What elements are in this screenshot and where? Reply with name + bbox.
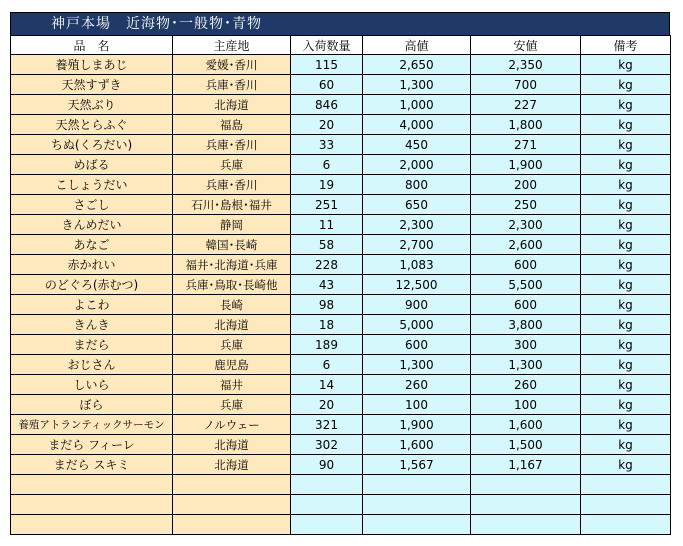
cell-name: のどぐろ(赤むつ) <box>11 275 173 295</box>
cell-high: 650 <box>363 195 471 215</box>
table-row <box>11 195 671 215</box>
cell-qty: 58 <box>291 235 363 255</box>
cell-qty <box>291 475 363 495</box>
cell-low <box>471 475 581 495</box>
cell-high <box>363 515 471 535</box>
cell-origin: 北海道 <box>173 95 291 115</box>
cell-high: 800 <box>363 175 471 195</box>
cell-origin: ノルウェー <box>173 415 291 435</box>
cell-low: 1,167 <box>471 455 581 475</box>
cell-low: 3,800 <box>471 315 581 335</box>
cell-name: まだら スキミ <box>11 455 173 475</box>
cell-name: 養殖アトランティックサーモン <box>11 415 173 435</box>
cell-high: 1,083 <box>363 255 471 275</box>
cell-qty: 90 <box>291 455 363 475</box>
cell-qty: 11 <box>291 215 363 235</box>
cell-low: 1,900 <box>471 155 581 175</box>
cell-origin: 兵庫 <box>173 335 291 355</box>
cell-qty: 20 <box>291 395 363 415</box>
cell-unit: kg <box>581 415 671 435</box>
cell-low: 271 <box>471 135 581 155</box>
cell-high: 4,000 <box>363 115 471 135</box>
table-row <box>11 455 671 475</box>
cell-low: 2,600 <box>471 235 581 255</box>
cell-origin: 兵庫 <box>173 155 291 175</box>
header-high: 高値 <box>363 36 471 55</box>
header-low: 安値 <box>471 36 581 55</box>
table-row <box>11 55 671 75</box>
cell-qty: 251 <box>291 195 363 215</box>
cell-unit: kg <box>581 335 671 355</box>
cell-low <box>471 495 581 515</box>
cell-unit: kg <box>581 455 671 475</box>
table-row <box>11 495 671 515</box>
header-origin: 主産地 <box>173 36 291 55</box>
table-row <box>11 75 671 95</box>
header-note: 備考 <box>581 36 671 55</box>
cell-unit: kg <box>581 295 671 315</box>
cell-qty: 33 <box>291 135 363 155</box>
cell-origin: 静岡 <box>173 215 291 235</box>
table-row <box>11 475 671 495</box>
table-row <box>11 115 671 135</box>
table-row <box>11 295 671 315</box>
cell-qty: 189 <box>291 335 363 355</box>
cell-low: 5,500 <box>471 275 581 295</box>
table-row <box>11 235 671 255</box>
cell-origin: 鹿児島 <box>173 355 291 375</box>
cell-name: きんき <box>11 315 173 335</box>
cell-unit: kg <box>581 195 671 215</box>
cell-name: 天然すずき <box>11 75 173 95</box>
cell-name: ぼら <box>11 395 173 415</box>
cell-unit: kg <box>581 115 671 135</box>
cell-origin: 兵庫 <box>173 395 291 415</box>
cell-high: 1,300 <box>363 75 471 95</box>
table-body <box>11 55 671 535</box>
cell-origin: 石川･島根･福井 <box>173 195 291 215</box>
cell-qty: 115 <box>291 55 363 75</box>
cell-unit: kg <box>581 315 671 335</box>
cell-low: 200 <box>471 175 581 195</box>
cell-name: まだら <box>11 335 173 355</box>
cell-qty: 228 <box>291 255 363 275</box>
table-row <box>11 355 671 375</box>
cell-high: 1,600 <box>363 435 471 455</box>
cell-name: あなご <box>11 235 173 255</box>
header-name: 品 名 <box>11 36 173 55</box>
table-row <box>11 275 671 295</box>
table-row <box>11 215 671 235</box>
cell-qty: 19 <box>291 175 363 195</box>
table-row <box>11 155 671 175</box>
cell-low: 2,350 <box>471 55 581 75</box>
cell-name: さごし <box>11 195 173 215</box>
cell-origin <box>173 495 291 515</box>
cell-origin: 福井･北海道･兵庫 <box>173 255 291 275</box>
cell-qty: 302 <box>291 435 363 455</box>
cell-unit: kg <box>581 435 671 455</box>
cell-unit <box>581 475 671 495</box>
cell-origin: 北海道 <box>173 315 291 335</box>
cell-origin: 兵庫･香川 <box>173 175 291 195</box>
cell-low: 600 <box>471 255 581 275</box>
cell-high: 100 <box>363 395 471 415</box>
cell-unit: kg <box>581 75 671 95</box>
cell-name <box>11 475 173 495</box>
cell-origin: 北海道 <box>173 455 291 475</box>
cell-low: 300 <box>471 335 581 355</box>
table-row <box>11 395 671 415</box>
cell-qty <box>291 515 363 535</box>
cell-unit: kg <box>581 275 671 295</box>
cell-name <box>11 495 173 515</box>
cell-unit: kg <box>581 155 671 175</box>
cell-high: 2,650 <box>363 55 471 75</box>
cell-high: 2,300 <box>363 215 471 235</box>
cell-low: 1,500 <box>471 435 581 455</box>
price-table <box>10 35 671 535</box>
header-qty: 入荷数量 <box>291 36 363 55</box>
cell-high: 5,000 <box>363 315 471 335</box>
cell-unit: kg <box>581 375 671 395</box>
cell-name: しいら <box>11 375 173 395</box>
cell-unit: kg <box>581 355 671 375</box>
cell-origin <box>173 515 291 535</box>
cell-origin: 愛媛･香川 <box>173 55 291 75</box>
cell-qty: 846 <box>291 95 363 115</box>
cell-high: 1,900 <box>363 415 471 435</box>
cell-low: 250 <box>471 195 581 215</box>
table-row <box>11 515 671 535</box>
cell-low: 2,300 <box>471 215 581 235</box>
cell-unit: kg <box>581 215 671 235</box>
sheet-title: 神戸本場 近海物･一般物･青物 <box>10 12 670 35</box>
cell-name: きんめだい <box>11 215 173 235</box>
cell-high: 1,567 <box>363 455 471 475</box>
cell-name: よこわ <box>11 295 173 315</box>
cell-qty: 20 <box>291 115 363 135</box>
cell-qty <box>291 495 363 515</box>
cell-low: 100 <box>471 395 581 415</box>
cell-unit: kg <box>581 395 671 415</box>
cell-low: 700 <box>471 75 581 95</box>
cell-low: 1,600 <box>471 415 581 435</box>
cell-name: 養殖しまあじ <box>11 55 173 75</box>
cell-name <box>11 515 173 535</box>
cell-name: おじさん <box>11 355 173 375</box>
cell-high: 1,000 <box>363 95 471 115</box>
header-row <box>11 36 671 55</box>
cell-high: 900 <box>363 295 471 315</box>
cell-low: 1,800 <box>471 115 581 135</box>
cell-qty: 14 <box>291 375 363 395</box>
price-sheet <box>10 12 670 535</box>
cell-low: 600 <box>471 295 581 315</box>
cell-qty: 321 <box>291 415 363 435</box>
cell-high: 600 <box>363 335 471 355</box>
cell-high: 2,000 <box>363 155 471 175</box>
cell-unit: kg <box>581 255 671 275</box>
cell-name: 天然ぶり <box>11 95 173 115</box>
cell-origin <box>173 475 291 495</box>
table-row <box>11 95 671 115</box>
cell-origin: 兵庫･鳥取･長崎他 <box>173 275 291 295</box>
cell-qty: 43 <box>291 275 363 295</box>
cell-qty: 60 <box>291 75 363 95</box>
cell-high <box>363 475 471 495</box>
cell-origin: 韓国･長崎 <box>173 235 291 255</box>
cell-low: 260 <box>471 375 581 395</box>
cell-high: 12,500 <box>363 275 471 295</box>
cell-origin: 福井 <box>173 375 291 395</box>
table-row <box>11 335 671 355</box>
table-row <box>11 435 671 455</box>
cell-high: 2,700 <box>363 235 471 255</box>
cell-origin: 長崎 <box>173 295 291 315</box>
cell-name: めばる <box>11 155 173 175</box>
cell-unit: kg <box>581 175 671 195</box>
cell-high: 1,300 <box>363 355 471 375</box>
cell-qty: 6 <box>291 155 363 175</box>
cell-unit: kg <box>581 95 671 115</box>
cell-unit: kg <box>581 55 671 75</box>
cell-name: まだら フィーレ <box>11 435 173 455</box>
cell-high: 260 <box>363 375 471 395</box>
table-row <box>11 415 671 435</box>
cell-name: こしょうだい <box>11 175 173 195</box>
table-row <box>11 375 671 395</box>
cell-qty: 98 <box>291 295 363 315</box>
cell-name: ちぬ(くろだい) <box>11 135 173 155</box>
cell-origin: 兵庫･香川 <box>173 135 291 155</box>
cell-origin: 北海道 <box>173 435 291 455</box>
cell-unit: kg <box>581 235 671 255</box>
cell-origin: 兵庫･香川 <box>173 75 291 95</box>
cell-unit <box>581 495 671 515</box>
cell-qty: 18 <box>291 315 363 335</box>
table-row <box>11 135 671 155</box>
cell-name: 赤かれい <box>11 255 173 275</box>
cell-unit <box>581 515 671 535</box>
cell-unit: kg <box>581 135 671 155</box>
cell-name: 天然とらふぐ <box>11 115 173 135</box>
cell-high <box>363 495 471 515</box>
cell-qty: 6 <box>291 355 363 375</box>
cell-low: 1,300 <box>471 355 581 375</box>
table-row <box>11 315 671 335</box>
cell-high: 450 <box>363 135 471 155</box>
cell-low <box>471 515 581 535</box>
table-row <box>11 255 671 275</box>
cell-low: 227 <box>471 95 581 115</box>
cell-origin: 福島 <box>173 115 291 135</box>
table-row <box>11 175 671 195</box>
